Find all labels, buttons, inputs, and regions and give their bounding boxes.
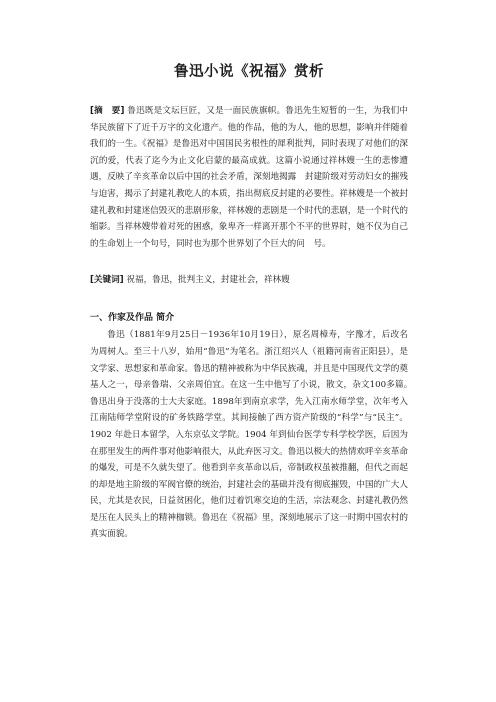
document-page bbox=[90, 60, 417, 543]
section-heading-intro: 一、作家及作品 简介 bbox=[90, 313, 175, 324]
document-title: 鲁迅小说《祝福》赏析 bbox=[174, 64, 324, 80]
keywords-label: [关键词] bbox=[90, 275, 124, 286]
keywords-paragraph bbox=[90, 272, 408, 288]
abstract-label: [摘 要] bbox=[90, 106, 125, 116]
section-body-intro: 鲁迅（1881年9月25日－1936年10月19日），原名周樟寿，字豫才，后改名为周树人。至三十八岁，始用“鲁迅”为笔名。浙江绍兴人（祖籍河南省正阳县），是文学家、思想家和革命家。鲁迅的精神被称为中华民族魂，并且是中国现代文学的奠基人之一，母亲鲁瑞、父亲周伯宜。在这一生中他写了小说，散文，杂文100多篇。 鲁迅出身于没落的士大夫家庭。1898年到南京求学，先入江南水师学堂，次年考入江南陆师学堂附设的矿务铁路学堂。其间接触了西方资产阶级的“科学”与“民主”。1902 年赴日本留学，入东京弘文学院。1904 年到仙台医学专科学校学医，后因为在那里发生的两件事对他影响很大，从此弃医习文。鲁迅以极大的热情欢呼辛亥革命的爆发，可是不久就失望了。他看到辛亥革命以后，帝制政权虽被推翻，但代之而起的却是地主阶级的军阀官僚的统治，封建社会的基础并没有彻底摧毁，中国的广大人民，尤其是农民，日益贫困化，他们过着饥寒交迫的生活，宗法观念、封建礼教仍然是压在人民头上的精神枷锁。鲁迅在《祝福》里，深刻地展示了这一时期中国农村的真实面貌。 bbox=[90, 330, 417, 540]
keywords-text: 祝福，鲁迅，批判主义，封建社会，祥林嫂 bbox=[126, 275, 290, 286]
abstract-paragraph bbox=[90, 103, 408, 252]
abstract-text: 鲁迅既是文坛巨匠，又是一面民族旗帜。鲁迅先生短暂的一生，为我们中华民族留下了近千万字的文化遗产。他的作品，他的为人，他的思想，影响并伴随着我们的一生。《祝福》是鲁迅对中国国民劣根性的犀利批判，同时表现了对他们的深沉的爱，代表了迄今为止文化启蒙的最高成就。这篇小说通过祥林嫂一生的悲惨遭遇，反映了辛亥革命以后中国的社会矛盾，深刻地揭露 封建阶级对劳动妇女的摧残与迫害，揭示了封建礼教吃人的本质，指出彻底反封建的必要性。祥林嫂是一个被封建礼教和封建迷信毁灭的悲剧形象，祥林嫂的悲剧是一个时代的悲剧，是一个时代的缩影。当祥林嫂带着对死的困惑，象卑齐一样离开那个不平的世界时，她不仅为自己的生命划上一个句号，同时也为那个世界划了个巨大的问 号。 bbox=[90, 106, 408, 249]
